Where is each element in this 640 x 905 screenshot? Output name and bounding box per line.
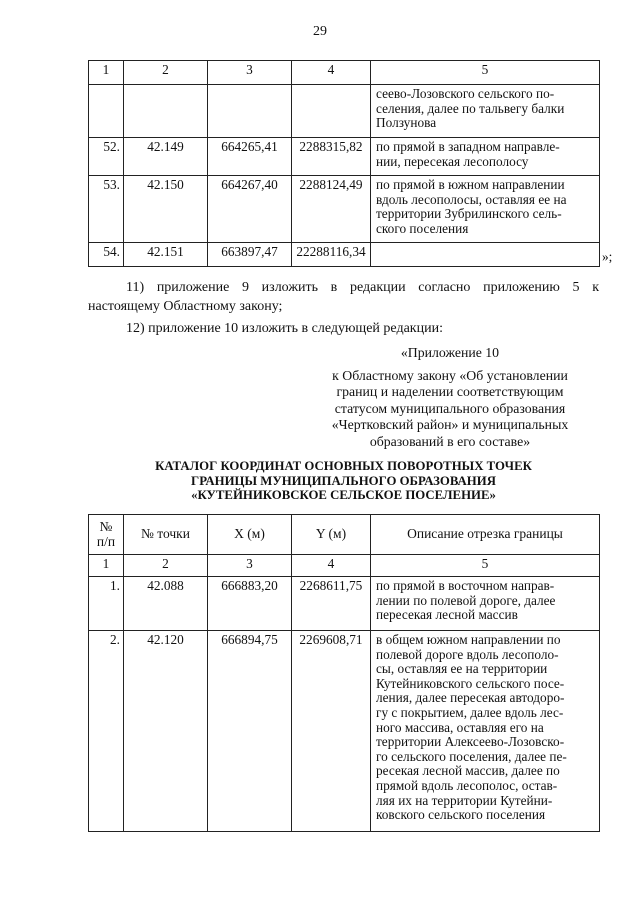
- x-coordinate: [208, 85, 292, 138]
- appendix-line: «Чертковский район» и муниципальных: [331, 417, 569, 433]
- x-coordinate: 666883,20: [208, 577, 292, 631]
- segment-description: [371, 243, 600, 267]
- column-header-x: X (м): [208, 515, 292, 555]
- x-coordinate: 664265,41: [208, 138, 292, 176]
- appendix-line: образований в его составе»: [369, 433, 531, 449]
- point-id: 42.150: [124, 176, 208, 243]
- segment-description: по прямой в южном направлении вдоль лесополосы, оставляя ее на территории Зубрилинского сель- ского поселения: [371, 176, 600, 243]
- appendix-block: [318, 345, 582, 451]
- y-coordinate: 2268611,75: [292, 577, 371, 631]
- page-number: 29: [313, 24, 327, 39]
- column-number: 5: [371, 555, 600, 577]
- column-header-description: Описание отрезка границы: [371, 515, 600, 555]
- segment-description: по прямой в западном направле- нии, пересекая лесополосу: [371, 138, 600, 176]
- point-id: [124, 85, 208, 138]
- table-row: [89, 85, 600, 138]
- table-row: [89, 243, 600, 267]
- point-id: 42.149: [124, 138, 208, 176]
- table-number-row: [89, 61, 600, 85]
- column-number: 4: [292, 61, 371, 85]
- row-number: 2.: [89, 631, 124, 832]
- column-number: 2: [124, 61, 208, 85]
- segment-description: сеево-Лозовского сельского по- селения, далее по тальвегу балки Ползунова: [371, 85, 600, 138]
- table-row: [89, 631, 600, 832]
- table-row: [89, 577, 600, 631]
- column-number: 2: [124, 555, 208, 577]
- column-header-number: № п/п: [89, 515, 124, 555]
- column-number: 1: [89, 61, 124, 85]
- catalog-title: КАТАЛОГ КООРДИНАТ ОСНОВНЫХ ПОВОРОТНЫХ ТОЧЕК ГРАНИЦЫ МУНИЦИПАЛЬНОГО ОБРАЗОВАНИЯ «КУТЕЙНИКОВСКОЕ СЕЛЬСКОЕ ПОСЕЛЕНИЕ»: [155, 459, 532, 503]
- x-coordinate: 663897,47: [208, 243, 292, 267]
- column-header-y: Y (м): [292, 515, 371, 555]
- closing-quote: »;: [602, 249, 613, 264]
- table-row: [89, 138, 600, 176]
- y-coordinate: 22288116,34: [292, 243, 371, 267]
- column-number: 3: [208, 61, 292, 85]
- y-coordinate: 2288315,82: [292, 138, 371, 176]
- segment-description: в общем южном направлении по полевой дороге вдоль лесополо- сы, оставляя ее на территории Кутейниковского сельского посе- ления, далее пересекая автодоро- гу с покрытием, далее вдоль лес- ного массива, оставляя его на территории Алексеево-Лозовско- го сельского поселения, далее пе- ресекая лесной массив, далее по прямой вдоль лесополос, остав- ляя их на территории Кутейни- ковского сельского поселения: [371, 631, 600, 832]
- appendix-line: границ и наделении соответствующим: [336, 384, 564, 400]
- column-number: 1: [89, 555, 124, 577]
- x-coordinate: 664267,40: [208, 176, 292, 243]
- point-id: 42.151: [124, 243, 208, 267]
- row-number: [89, 85, 124, 138]
- appendix-title: «Приложение 10: [400, 345, 500, 360]
- row-number: 52.: [89, 138, 124, 176]
- column-number: 4: [292, 555, 371, 577]
- table-number-row: [89, 555, 600, 577]
- point-id: 42.088: [124, 577, 208, 631]
- appendix-line: статусом муниципального образования: [334, 400, 566, 416]
- row-number: 54.: [89, 243, 124, 267]
- y-coordinate: 2288124,49: [292, 176, 371, 243]
- y-coordinate: [292, 85, 371, 138]
- paragraph-12: 12) приложение 10 изложить в следующей редакции:: [126, 321, 443, 336]
- column-number: 3: [208, 555, 292, 577]
- appendix-line: к Областному закону «Об установлении: [332, 367, 568, 383]
- coordinates-table-continued: [88, 60, 600, 267]
- y-coordinate: 2269608,71: [292, 631, 371, 832]
- coordinates-table: [88, 514, 600, 832]
- table-row: [89, 176, 600, 243]
- row-number: 53.: [89, 176, 124, 243]
- column-number: 5: [371, 61, 600, 85]
- paragraph-11: 11) приложение 9 изложить в редакции согласно приложению 5 к настоящему Областному закону;: [88, 280, 599, 314]
- table-header-row: [89, 515, 600, 555]
- column-header-point: № точки: [124, 515, 208, 555]
- x-coordinate: 666894,75: [208, 631, 292, 832]
- row-number: 1.: [89, 577, 124, 631]
- segment-description: по прямой в восточном направ- лении по полевой дороге, далее пересекая лесной массив: [371, 577, 600, 631]
- point-id: 42.120: [124, 631, 208, 832]
